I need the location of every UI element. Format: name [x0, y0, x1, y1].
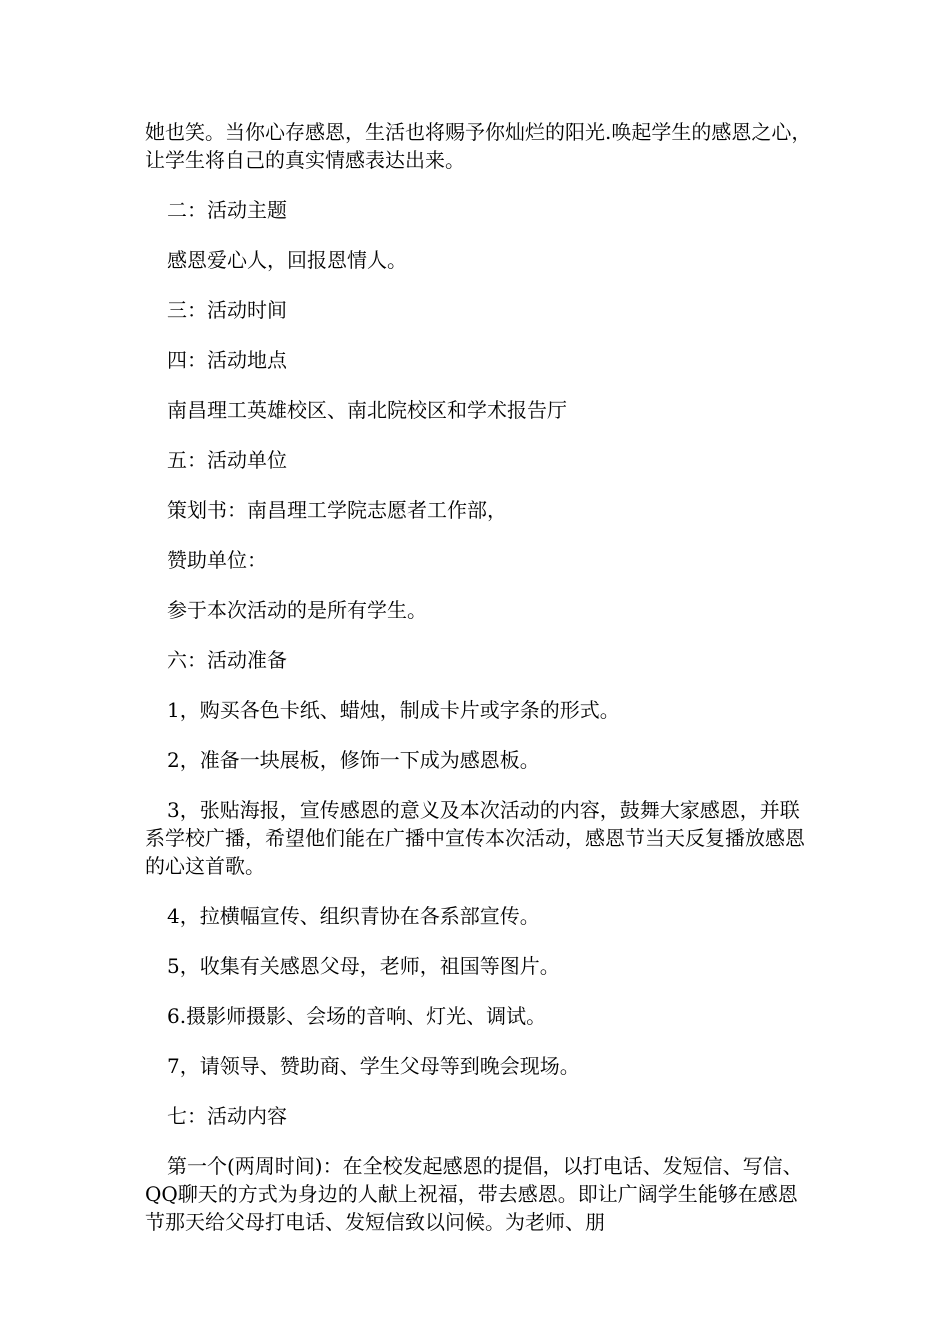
paragraph-sponsor: 赞助单位： [167, 548, 267, 572]
list-item-prep-2: 2，准备一块展板，修饰一下成为感恩板。 [167, 748, 540, 772]
paragraph-planner: 策划书：南昌理工学院志愿者工作部， [167, 498, 507, 522]
paragraph-participants: 参于本次活动的是所有学生。 [167, 598, 427, 622]
list-item-prep-1: 1，购买各色卡纸、蜡烛，制成卡片或字条的形式。 [167, 698, 620, 722]
list-item-prep-5: 5，收集有关感恩父母，老师，祖国等图片。 [167, 954, 560, 978]
paragraph-content-first: 第一个(两周时间)：在全校发起感恩的提倡，以打电话、发短信、写信、QQ聊天的方式为身边的人献上祝福，带去感恩。即让广阔学生能够在感恩节那天给父母打电话、发短信致以问候。为老师、朋 [145, 1154, 803, 1234]
list-item-prep-3: 3，张贴海报，宣传感恩的意义及本次活动的内容，鼓舞大家感恩，并联系学校广播，希望他们能在广播中宣传本次活动，感恩节当天反复播放感恩的心这首歌。 [145, 798, 805, 878]
heading-activity-time: 三：活动时间 [167, 298, 287, 322]
paragraph-theme-text: 感恩爱心人，回报恩情人。 [167, 248, 407, 272]
heading-activity-units: 五：活动单位 [167, 448, 287, 472]
document-page [145, 118, 813, 1258]
paragraph-intro-continued: 她也笑。当你心存感恩，生活也将赐予你灿烂的阳光.唤起学生的感恩之心，让学生将自己的真实情感表达出来。 [145, 120, 812, 172]
paragraph-location-text: 南昌理工英雄校区、南北院校区和学术报告厅 [167, 398, 567, 422]
list-item-prep-6: 6.摄影师摄影、会场的音响、灯光、调试。 [167, 1004, 547, 1028]
list-item-prep-4: 4，拉横幅宣传、组织青协在各系部宣传。 [167, 904, 540, 928]
heading-activity-preparation: 六：活动准备 [167, 648, 287, 672]
heading-activity-theme: 二：活动主题 [167, 198, 287, 222]
heading-activity-content: 七：活动内容 [167, 1104, 287, 1128]
list-item-prep-7: 7，请领导、赞助商、学生父母等到晚会现场。 [167, 1054, 580, 1078]
heading-activity-location: 四：活动地点 [167, 348, 287, 372]
